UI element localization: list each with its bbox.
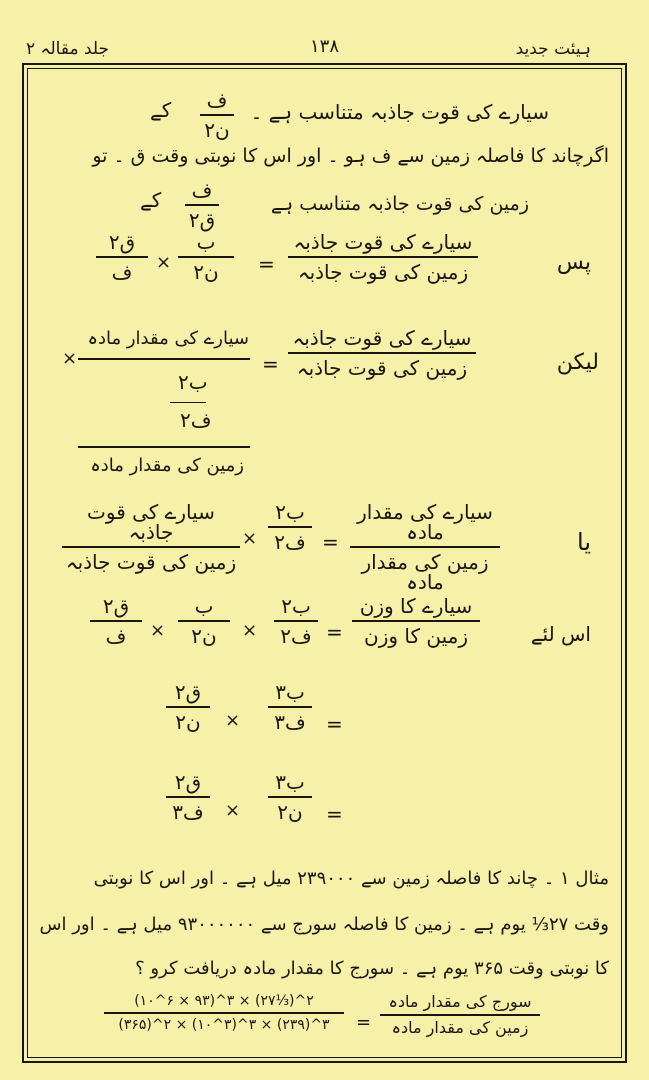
eq3-times: × (242, 528, 258, 549)
eq5-equals: = (326, 712, 343, 736)
eq6-times: × (225, 800, 241, 821)
eq4-equals: = (326, 620, 343, 644)
text-line-1: سیارے کی قوت جاذبہ متناسب ہے ۔ (250, 100, 549, 124)
example-line-3: کا نوبتی وقت ۳۶۵ یوم ہے ۔ سورج کا مقدار مادہ دریافت کرو ؟ (135, 958, 609, 979)
eq1-r1: ب ن۲ (178, 232, 234, 282)
eq2-r-top: سیارے کی مقدار مادہ (87, 328, 249, 349)
eq2-bar-3 (78, 446, 250, 448)
eq2-f2: ف۲ (180, 408, 212, 432)
eq4-times-1: × (242, 620, 258, 641)
eq3-equals: = (322, 530, 339, 554)
eq2-b2: ب۲ (178, 370, 208, 394)
eq5-times: × (225, 710, 241, 731)
example-equals: = (356, 1012, 372, 1033)
example-lhs: سورج کی مقدار مادہ زمین کی مقدار مادہ (380, 994, 540, 1036)
text-line-3-ke: کے (140, 188, 162, 212)
eq3-r1: ب۲ ف۲ (268, 502, 312, 552)
label-lekin: لیکن (556, 350, 599, 375)
label-ya: یا (577, 528, 591, 556)
eq4-r2: ب ن۲ (178, 596, 230, 646)
text-line-2: اگرچاند کا فاصلہ زمین سے ف ہو ۔ اور اس کا نوبتی وقت ق ۔ تو (92, 145, 609, 167)
eq5-r2: ق۲ ن۲ (166, 682, 210, 732)
example-rhs: (۱۰^۶ × ۹۳)^۳ × (۲۷⅓)^۲ (۳۶۵)^۲ × (۱۰^۳)^۳ × (۲۳۹)^۳ (104, 994, 344, 1032)
eq2-r-bottom: زمین کی مقدار مادہ (90, 455, 244, 476)
example-line-2: وقت ۲۷⅓ یوم ہے ۔ زمین کا فاصلہ سورج سے ۹۳۰۰۰۰۰۰ میل ہے ۔ اور اس (39, 914, 609, 935)
eq2-bar-2 (170, 402, 206, 403)
eq4-times-2: × (150, 620, 166, 641)
eq6-r1: ب۳ ن۲ (268, 772, 312, 822)
label-pas: پس (556, 250, 591, 275)
eq5-r1: ب۳ ف۳ (268, 682, 312, 732)
text-line-3: زمین کی قوت جاذبہ متناسب ہے (270, 193, 529, 215)
eq6-equals: = (326, 802, 343, 826)
page-header-right: ہیئت جدید (515, 39, 591, 59)
eq3-r2: سیارے کی قوت جاذبہ زمین کی قوت جاذبہ (62, 502, 240, 572)
eq4-lhs: سیارے کا وزن زمین کا وزن (352, 596, 480, 646)
eq4-r3: ق۲ ف (90, 596, 142, 646)
page-number: ۱۳۸ (309, 36, 339, 57)
eq1-lhs: سیارے کی قوت جاذبہ زمین کی قوت جاذبہ (288, 232, 478, 282)
eq2-times: × (62, 348, 78, 369)
text-line-1-ke: کے (150, 98, 172, 122)
eq4-r1: ب۲ ف۲ (274, 596, 318, 646)
eq3-lhs: سیارے کی مقدار مادہ زمین کی مقدار مادہ (350, 502, 500, 592)
eq2-bar-1 (78, 358, 250, 360)
eq6-r2: ق۲ ف۳ (166, 772, 210, 822)
fraction-f-over-n2: ف ن۲ (200, 90, 234, 140)
page-header-left: جلد مقالہ ۲ (26, 39, 110, 59)
eq2-equals: = (262, 352, 279, 376)
fraction-f-over-q2: ف ق۲ (185, 180, 219, 230)
eq1-times: × (156, 252, 172, 273)
eq1-equals: = (258, 252, 275, 276)
label-is-liye: اس لئے (530, 622, 591, 646)
eq2-lhs: سیارے کی قوت جاذبہ زمین کی قوت جاذبہ (288, 328, 476, 378)
example-line-1: مثال ۱ ۔ چاند کا فاصلہ زمین سے ۲۳۹۰۰۰ میل ہے ۔ اور اس کا نوبتی (93, 868, 609, 889)
eq1-r2: ق۲ ف (96, 232, 148, 282)
